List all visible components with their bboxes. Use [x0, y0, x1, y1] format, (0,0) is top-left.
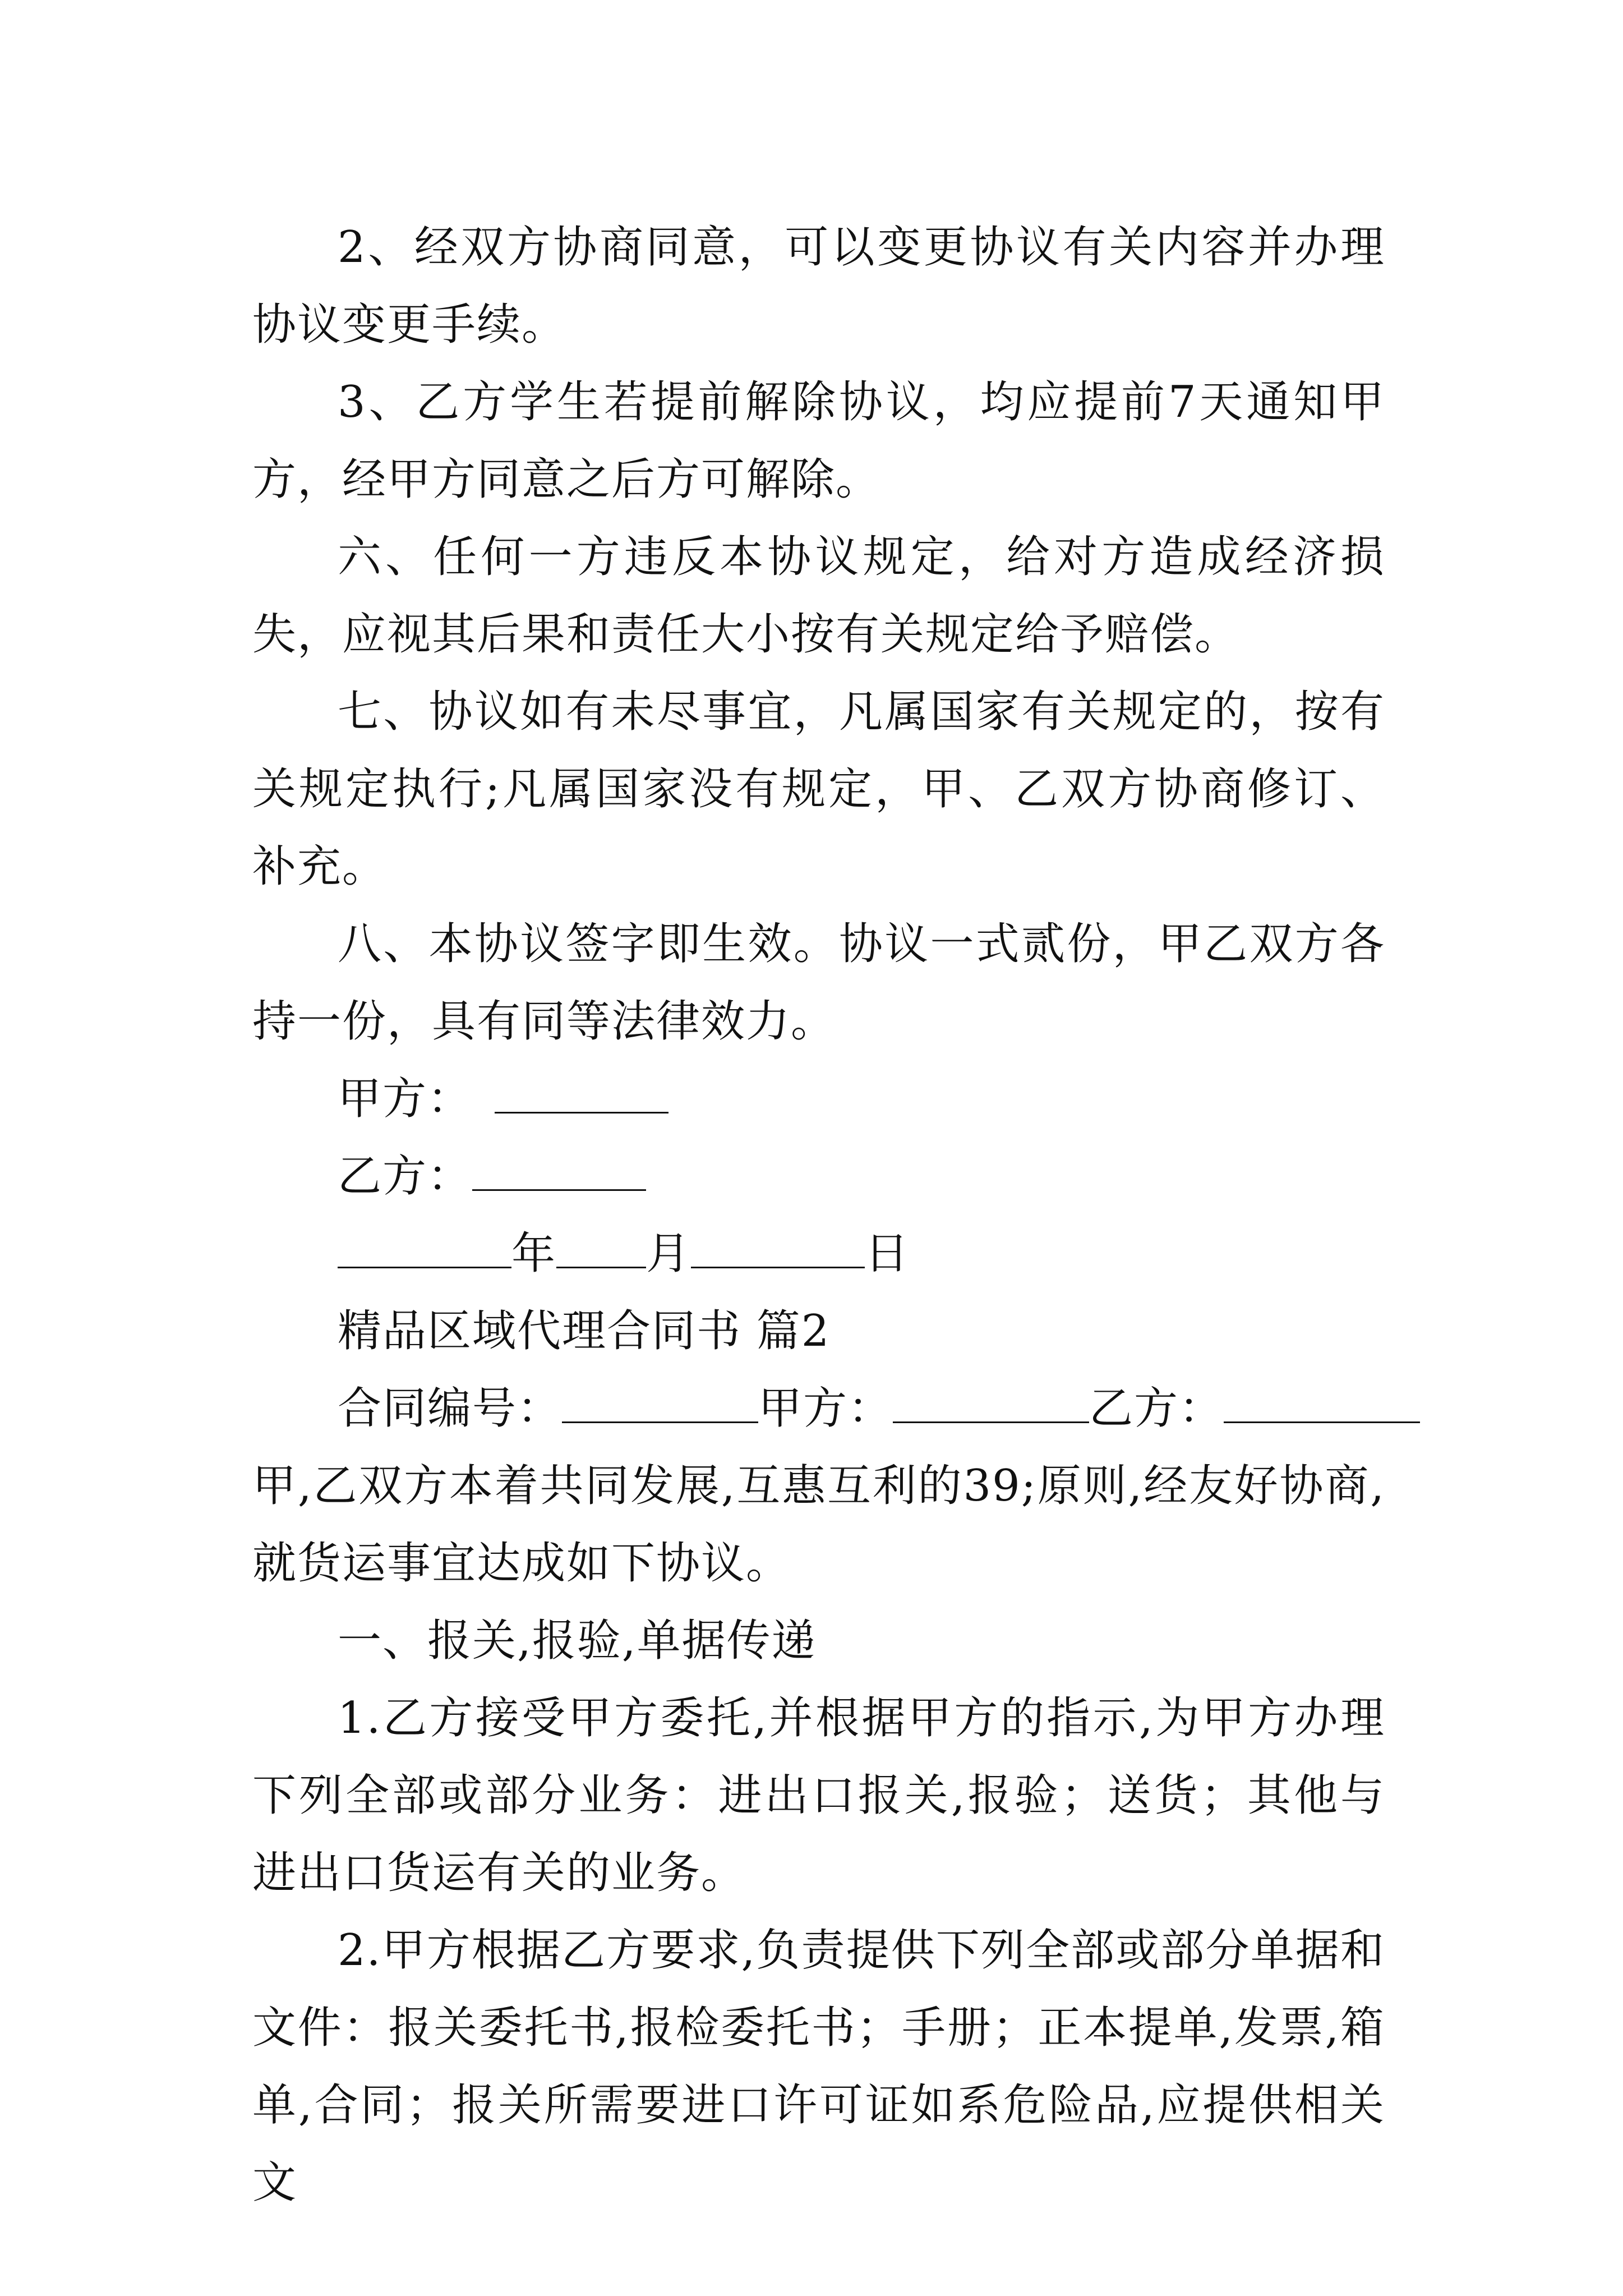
clause-1-title: 一、报关,报验,单据传递	[338, 1616, 817, 1666]
section2-party-a-blank	[893, 1377, 1089, 1423]
section-2-title: 精品区域代理合同书 篇2	[338, 1306, 831, 1356]
paragraph-clause-6: 六、任何一方违反本协议规定，给对方造成经济损失，应视其后果和责任大小按有关规定给予赔偿。	[252, 532, 1385, 660]
year-label: 年	[511, 1228, 557, 1279]
day-blank	[691, 1222, 865, 1268]
paragraph-early-termination: 3、乙方学生若提前解除协议，均应提前7天通知甲方，经甲方同意之后方可解除。	[252, 377, 1385, 505]
section2-party-a-label: 甲方：	[758, 1383, 893, 1434]
signature-party-a	[252, 1060, 1385, 1138]
section-2-intro: 甲,乙双方本着共同发展,互惠互利的39;原则,经友好协商,就货运事宜达成如下协议。	[252, 1461, 1385, 1589]
contract-no-blank	[562, 1377, 758, 1423]
paragraph-modify-agreement: 2、经双方协商同意，可以变更协议有关内容并办理协议变更手续。	[252, 222, 1385, 350]
clause-1-item-2: 2.甲方根据乙方要求,负责提供下列全部或部分单据和文件：报关委托书,报检委托书；手册；正本提单,发票,箱单,合同；报关所需要进口许可证如系危险品,应提供相关文	[252, 1925, 1385, 2208]
signature-party-b	[252, 1138, 1385, 1215]
paragraph-clause-8: 八、本协议签字即生效。协议一式贰份，甲乙双方各持一份，具有同等法律效力。	[252, 919, 1385, 1047]
paragraph-clause-7: 七、协议如有未尽事宜，凡属国家有关规定的，按有关规定执行;凡属国家没有规定，甲、乙双方协商修订、补充。	[252, 687, 1385, 892]
month-label: 月	[646, 1228, 691, 1279]
signature-date	[252, 1215, 1385, 1292]
party-b-label: 乙方：	[338, 1151, 473, 1202]
party-b-blank	[472, 1144, 646, 1191]
party-a-label: 甲方：	[338, 1074, 473, 1124]
section2-party-b-blank	[1224, 1377, 1420, 1423]
document-body	[252, 209, 1385, 2221]
contract-no-label: 合同编号：	[338, 1383, 562, 1434]
section2-party-b-label: 乙方：	[1089, 1383, 1224, 1434]
clause-1-item-1: 1.乙方接受甲方委托,并根据甲方的指示,为甲方办理下列全部或部分业务：进出口报关,报验；送货；其他与进出口货运有关的业务。	[252, 1693, 1385, 1898]
month-blank	[556, 1222, 646, 1268]
year-blank	[338, 1222, 511, 1268]
party-a-blank	[495, 1067, 668, 1114]
day-label: 日	[865, 1228, 910, 1279]
contract-header-line	[252, 1370, 1385, 1447]
